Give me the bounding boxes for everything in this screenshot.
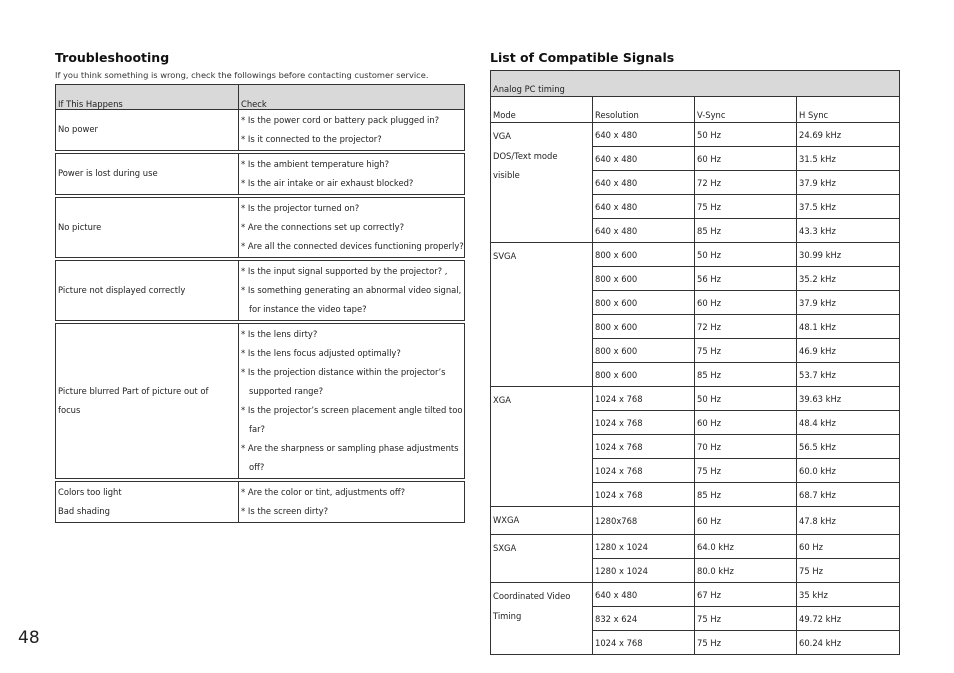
check-item: far? [249,424,265,434]
mode-cell [491,583,593,655]
troubleshooting-title: Troubleshooting [55,50,170,65]
h-sync-cell: 46.9 kHz [797,339,900,363]
table-row [56,261,465,321]
resolution-cell: 1024 x 768 [593,435,695,459]
column-header-mode: Mode [491,97,593,123]
check-item: * Is the projector’s screen placement angle tilted too [241,405,463,415]
problem-text: Power is lost during use [58,168,158,179]
column-header-problem: If This Happens [56,85,239,110]
check-cell [239,110,465,151]
check-cell [239,324,465,479]
h-sync-cell: 48.4 kHz [797,411,900,435]
check-item: * Is the air intake or air exhaust blocked? [241,178,414,188]
problem-cell [56,482,239,523]
table-row [56,324,465,479]
resolution-cell: 1280 x 1024 [593,559,695,583]
h-sync-cell: 53.7 kHz [797,363,900,387]
resolution-cell: 1280x768 [593,507,695,535]
mode-text: Coordinated Video [493,591,571,601]
h-sync-cell: 37.5 kHz [797,195,900,219]
resolution-cell: 800 x 600 [593,243,695,267]
table-row [491,583,900,607]
problem-text: Picture blurred Part of picture out of [58,385,209,396]
check-item: * Are the sharpness or sampling phase adjustments [241,443,459,453]
h-sync-cell: 75 Hz [797,559,900,583]
h-sync-cell: 60.24 kHz [797,631,900,655]
problem-text: No picture [58,221,102,232]
check-item: off? [249,462,265,472]
problem-text: Picture not displayed correctly [58,284,186,295]
mode-cell [491,123,593,243]
resolution-cell: 1024 x 768 [593,631,695,655]
h-sync-cell: 60.0 kHz [797,459,900,483]
check-cell [239,261,465,321]
check-item: * Are all the connected devices functioning properly? [241,241,464,251]
v-sync-cell: 56 Hz [695,267,797,291]
problem-text: No power [58,124,98,135]
table-row [56,110,465,151]
compatible-signals-section [490,50,899,655]
table-row [56,482,465,523]
v-sync-cell: 75 Hz [695,339,797,363]
resolution-cell: 800 x 600 [593,315,695,339]
check-item: * Is the power cord or battery pack plugged in? [241,115,440,125]
mode-text: visible [493,170,520,180]
resolution-cell: 800 x 600 [593,339,695,363]
v-sync-cell: 67 Hz [695,583,797,607]
resolution-cell: 1024 x 768 [593,483,695,507]
compatible-signals-table [490,70,900,655]
resolution-cell: 800 x 600 [593,291,695,315]
table-row [491,535,900,559]
problem-cell [56,324,239,479]
mode-text: DOS/Text mode [493,150,558,161]
check-item: * Is the screen dirty? [241,506,329,516]
h-sync-cell: 56.5 kHz [797,435,900,459]
troubleshooting-section [55,50,464,523]
check-item: * Is the lens focus adjusted optimally? [241,348,401,358]
v-sync-cell: 60 Hz [695,507,797,535]
check-item: * Are the connections set up correctly? [241,222,405,232]
resolution-cell: 640 x 480 [593,123,695,147]
resolution-cell: 640 x 480 [593,147,695,171]
column-header-resolution: Resolution [593,97,695,123]
resolution-cell: 832 x 624 [593,607,695,631]
resolution-cell: 640 x 480 [593,583,695,607]
table-row [56,154,465,195]
resolution-cell: 640 x 480 [593,171,695,195]
problem-text: focus [58,405,81,415]
v-sync-cell: 80.0 kHz [695,559,797,583]
mode-cell [491,535,593,583]
troubleshooting-intro: If you think something is wrong, check the followings before contacting customer service. [55,70,429,80]
resolution-cell: 1024 x 768 [593,411,695,435]
h-sync-cell: 24.69 kHz [797,123,900,147]
mode-text: SVGA [493,251,517,261]
resolution-cell: 800 x 600 [593,363,695,387]
problem-text: Bad shading [58,506,110,516]
v-sync-cell: 85 Hz [695,483,797,507]
v-sync-cell: 75 Hz [695,607,797,631]
mode-text: SXGA [493,543,517,553]
v-sync-cell: 50 Hz [695,387,797,411]
problem-cell [56,154,239,195]
h-sync-cell: 60 Hz [797,535,900,559]
resolution-cell: 640 x 480 [593,219,695,243]
table-row [491,243,900,267]
mode-text: VGA [493,131,511,141]
h-sync-cell: 39.63 kHz [797,387,900,411]
mode-text: WXGA [493,515,520,525]
resolution-cell: 1024 x 768 [593,387,695,411]
v-sync-cell: 72 Hz [695,171,797,195]
column-header-check: Check [239,85,465,110]
table-row [56,198,465,258]
resolution-cell: 1280 x 1024 [593,535,695,559]
v-sync-cell: 75 Hz [695,459,797,483]
mode-cell [491,243,593,387]
problem-cell [56,110,239,151]
check-item: * Are the color or tint, adjustments off? [241,487,406,497]
check-cell [239,154,465,195]
v-sync-cell: 50 Hz [695,243,797,267]
check-item: * Is the lens dirty? [241,329,318,339]
h-sync-cell: 47.8 kHz [797,507,900,535]
v-sync-cell: 60 Hz [695,411,797,435]
check-item: * Is it connected to the projector? [241,134,382,144]
group-header-analog-pc-timing: Analog PC timing [491,71,900,97]
v-sync-cell: 60 Hz [695,291,797,315]
h-sync-cell: 35 kHz [797,583,900,607]
h-sync-cell: 37.9 kHz [797,291,900,315]
h-sync-cell: 35.2 kHz [797,267,900,291]
h-sync-cell: 43.3 kHz [797,219,900,243]
column-header-v-sync: V-Sync [695,97,797,123]
h-sync-cell: 31.5 kHz [797,147,900,171]
check-cell [239,198,465,258]
problem-text: Colors too light [58,486,122,497]
check-item: * Is the ambient temperature high? [241,159,390,169]
problem-cell [56,198,239,258]
mode-text: Timing [493,610,522,621]
check-item: * Is the projector turned on? [241,203,360,213]
resolution-cell: 1024 x 768 [593,459,695,483]
mode-cell [491,387,593,507]
table-row [491,123,900,147]
page-number: 48 [18,628,40,648]
table-row [491,507,900,535]
check-item: for instance the video tape? [249,304,367,314]
check-cell [239,482,465,523]
problem-cell [56,261,239,321]
v-sync-cell: 60 Hz [695,147,797,171]
v-sync-cell: 64.0 kHz [695,535,797,559]
v-sync-cell: 85 Hz [695,219,797,243]
resolution-cell: 800 x 600 [593,267,695,291]
check-item: * Is something generating an abnormal video signal, [241,285,462,295]
v-sync-cell: 50 Hz [695,123,797,147]
compatible-signals-title: List of Compatible Signals [490,50,675,65]
v-sync-cell: 72 Hz [695,315,797,339]
check-item: * Is the input signal supported by the projector? , [241,266,448,276]
check-item: supported range? [249,386,324,396]
check-item: * Is the projection distance within the projector’s [241,367,446,377]
table-row [491,387,900,411]
column-header-h-sync: H Sync [797,97,900,123]
h-sync-cell: 68.7 kHz [797,483,900,507]
v-sync-cell: 70 Hz [695,435,797,459]
mode-text: XGA [493,395,511,405]
v-sync-cell: 85 Hz [695,363,797,387]
troubleshooting-table [55,84,465,523]
h-sync-cell: 37.9 kHz [797,171,900,195]
v-sync-cell: 75 Hz [695,195,797,219]
resolution-cell: 640 x 480 [593,195,695,219]
h-sync-cell: 30.99 kHz [797,243,900,267]
mode-cell [491,507,593,535]
v-sync-cell: 75 Hz [695,631,797,655]
h-sync-cell: 49.72 kHz [797,607,900,631]
h-sync-cell: 48.1 kHz [797,315,900,339]
